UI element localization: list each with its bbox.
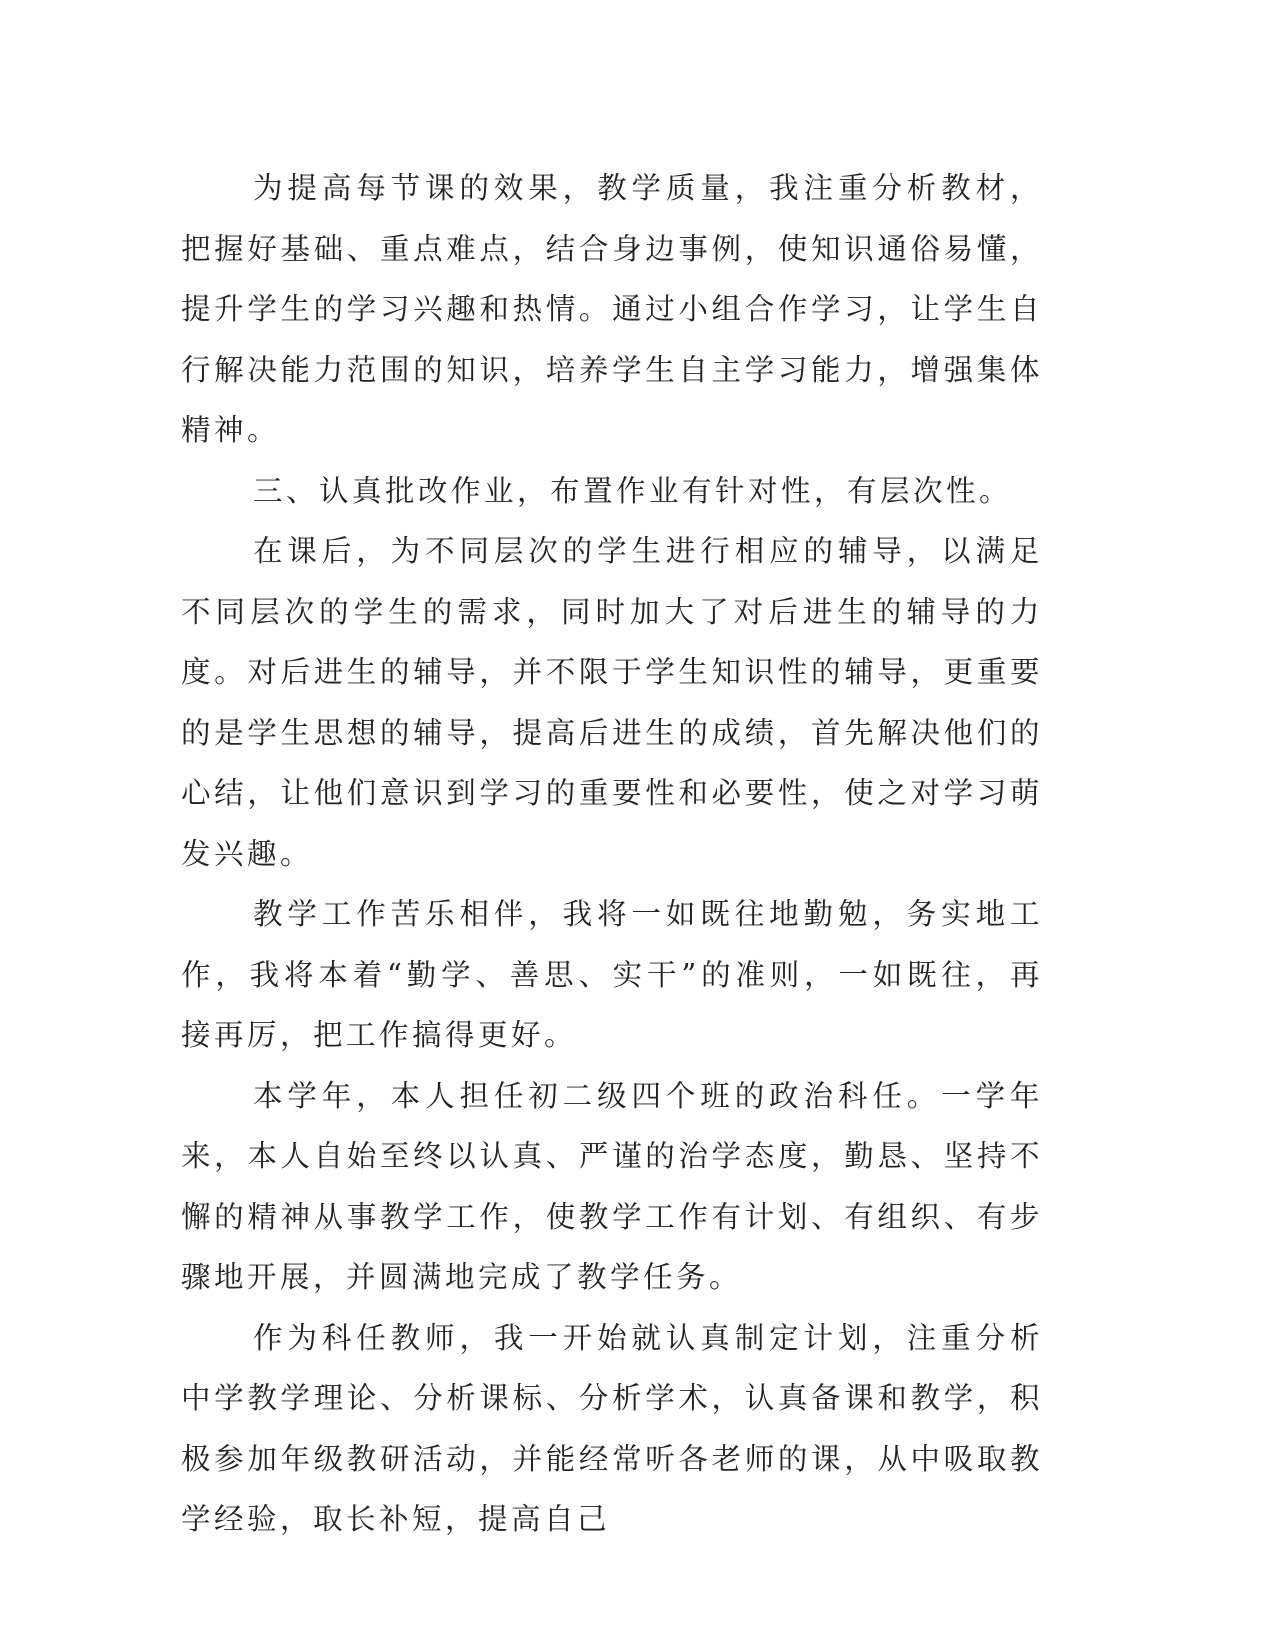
paragraph-section-three-heading: 三、认真批改作业，布置作业有针对性，有层次性。 [253,473,1013,508]
paragraph-work-attitude: 教学工作苦乐相伴，我将一如既往地勤勉，务实地工作，我将本着“勤学、善思、实干”的准则，一如既往，再接再厉，把工作搞得更好。 [181,897,1043,1052]
paragraph-teaching-quality: 为提高每节课的效果，教学质量，我注重分析教材，把握好基础、重点难点，结合身边事例，使知识通俗易懂，提升学生的学习兴趣和热情。通过小组合作学习，让学生自行解决能力范围的知识，培养学生自主学习能力，增强集体精神。 [181,171,1043,447]
paragraph-academic-year-summary: 本学年，本人担任初二级四个班的政治科任。一学年来，本人自始至终以认真、严谨的治学态度，勤恳、坚持不懈的精神从事教学工作，使教学工作有计划、有组织、有步骤地开展，并圆满地完成了教学任务。 [181,1078,1043,1294]
paragraph-after-class-tutoring: 在课后，为不同层次的学生进行相应的辅导，以满足不同层次的学生的需求，同时加大了对后进生的辅导的力度。对后进生的辅导，并不限于学生知识性的辅导，更重要的是学生思想的辅导，提高后进生的成绩，首先解决他们的心结，让他们意识到学习的重要性和必要性，使之对学习萌发兴趣。 [181,534,1043,871]
paragraph-subject-teacher-plan: 作为科任教师，我一开始就认真制定计划，注重分析中学教学理论、分析课标、分析学术，认真备课和教学，积极参加年级教研活动，并能经常听各老师的课，从中吸取教学经验，取长补短，提高自己 [181,1320,1043,1536]
document-body [181,158,1043,1550]
